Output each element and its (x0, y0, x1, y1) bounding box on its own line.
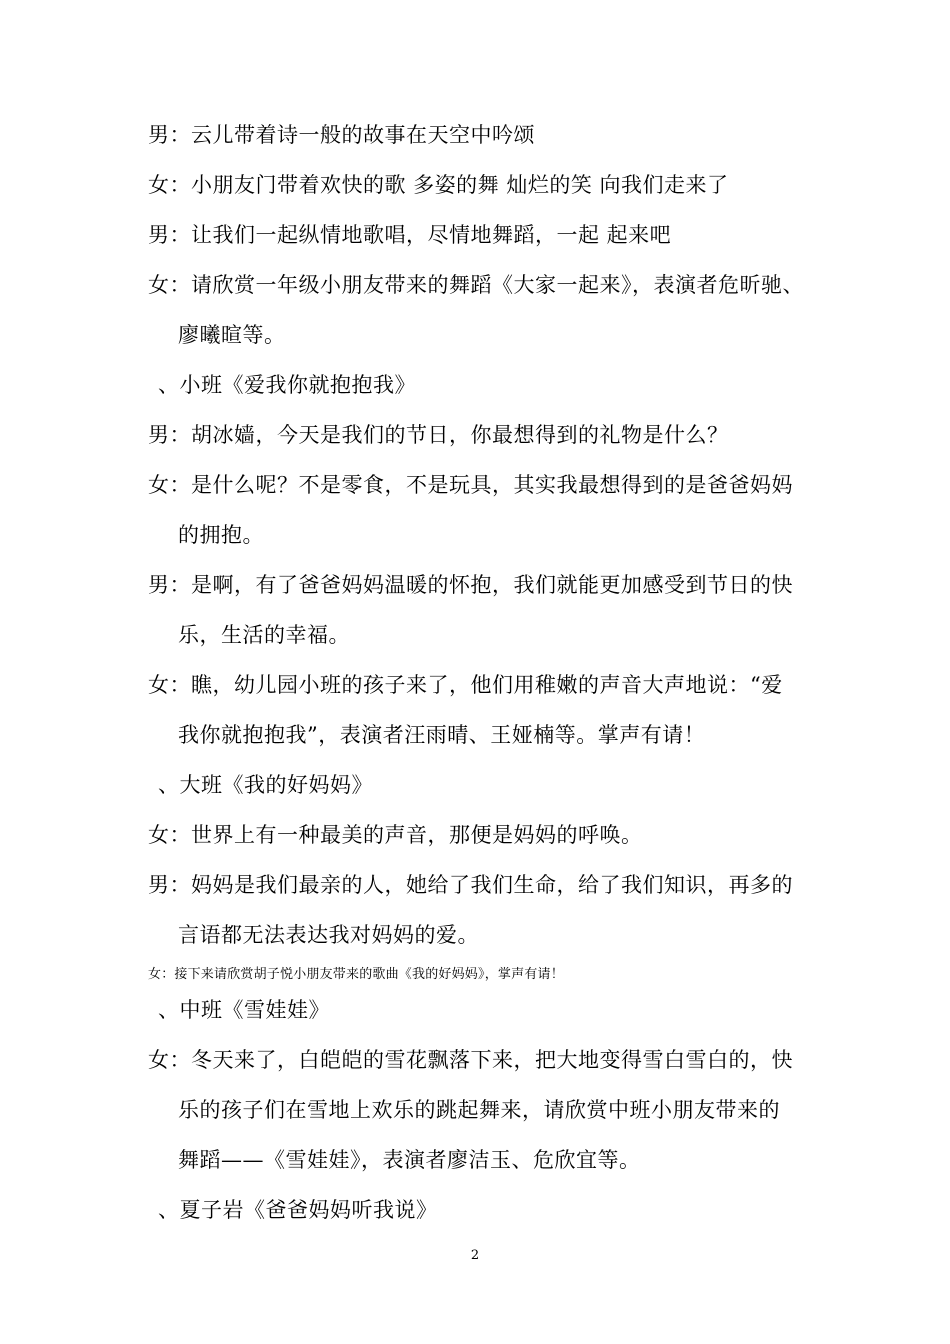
dialogue-line: 女：冬天来了，白皑皑的雪花飘落下来，把大地变得雪白雪白的，快 (148, 1048, 793, 1072)
dialogue-line: 女：是什么呢？不是零食，不是玩具，其实我最想得到的是爸爸妈妈 (148, 473, 793, 497)
dialogue-continuation: 舞蹈——《雪娃娃》，表演者廖洁玉、危欣宜等。 (178, 1148, 641, 1172)
dialogue-continuation: 我你就抱抱我”，表演者汪雨晴、王娅楠等。掌声有请！ (178, 723, 706, 747)
dialogue-line: 女：小朋友门带着欢快的歌 多姿的舞 灿烂的笑 向我们走来了 (148, 173, 729, 197)
dialogue-line: 女：请欣赏一年级小朋友带来的舞蹈《大家一起来》，表演者危昕驰、 (148, 273, 804, 297)
dialogue-continuation: 言语都无法表达我对妈妈的爱。 (178, 923, 479, 947)
section-heading: 、夏子岩《爸爸妈妈听我说》 (158, 1198, 438, 1222)
dialogue-line: 男：妈妈是我们最亲的人，她给了我们生命，给了我们知识，再多的 (148, 873, 793, 897)
dialogue-line: 男：让我们一起纵情地歌唱，尽情地舞蹈，一起 起来吧 (148, 223, 672, 247)
dialogue-continuation: 的拥抱。 (178, 523, 264, 547)
section-heading: 、中班《雪娃娃》 (158, 998, 330, 1022)
dialogue-continuation: 乐，生活的幸福。 (178, 623, 350, 647)
dialogue-line: 女：世界上有一种最美的声音，那便是妈妈的呼唤。 (148, 823, 643, 847)
section-heading: 、小班《爱我你就抱抱我》 (158, 373, 416, 397)
dialogue-continuation: 廖曦暄等。 (178, 323, 286, 347)
dialogue-line: 男：云儿带着诗一般的故事在天空中吟颂 (148, 123, 535, 147)
page-number: 2 (470, 1248, 480, 1263)
dialogue-continuation: 乐的孩子们在雪地上欢乐的跳起舞来，请欣赏中班小朋友带来的 (178, 1098, 780, 1122)
dialogue-line: 女：瞧，幼儿园小班的孩子来了，他们用稚嫩的声音大声地说：“爱 (148, 673, 783, 697)
dialogue-line: 男：胡冰嫱，今天是我们的节日，你最想得到的礼物是什么？ (148, 423, 729, 447)
section-heading: 、大班《我的好妈妈》 (158, 773, 373, 797)
dialogue-line: 男：是啊，有了爸爸妈妈温暖的怀抱，我们就能更加感受到节日的快 (148, 573, 793, 597)
dialogue-line-small: 女：接下来请欣赏胡子悦小朋友带来的歌曲《我的好妈妈》，掌声有请！ (148, 967, 564, 982)
